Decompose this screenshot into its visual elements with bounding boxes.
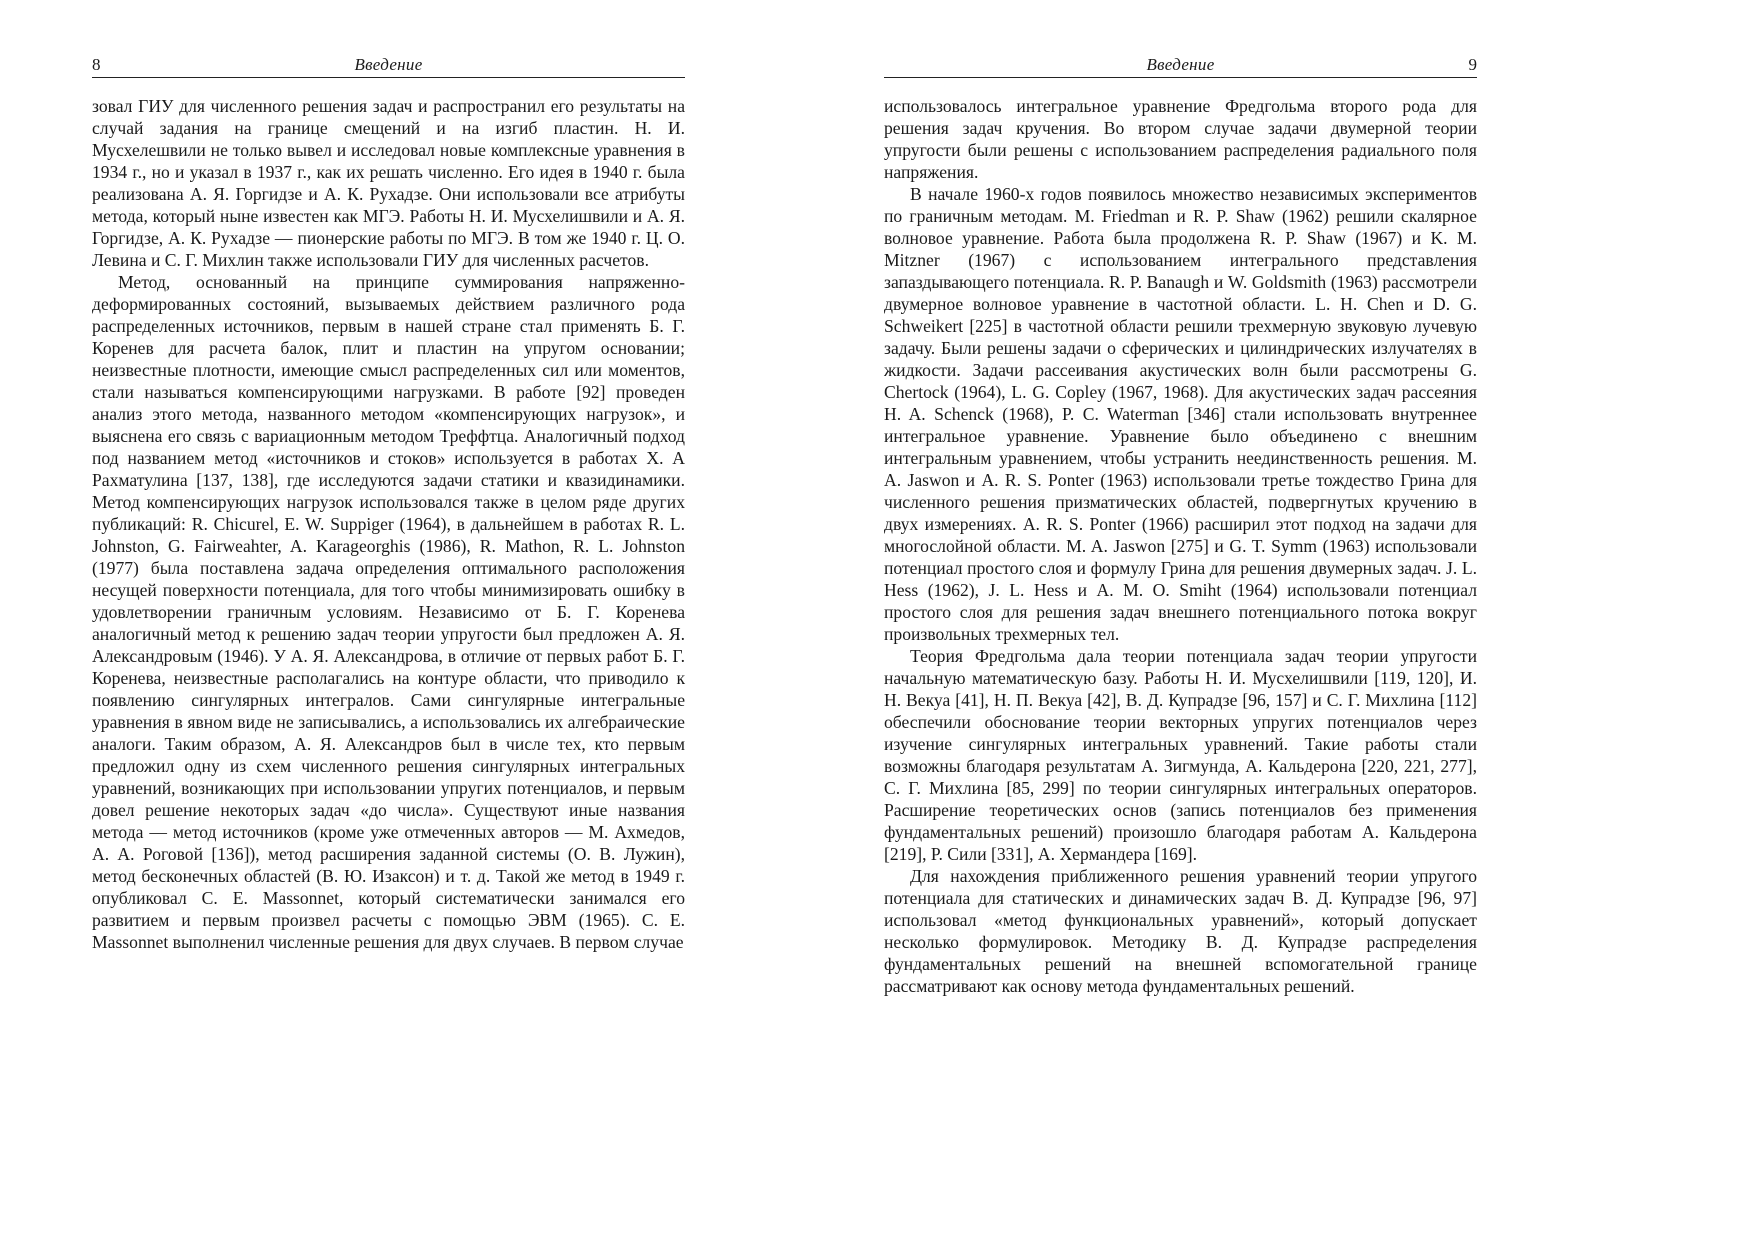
left-running-head <box>92 55 685 78</box>
right-page <box>884 55 1477 997</box>
left-page-number: 8 <box>92 55 101 74</box>
right-page-number: 9 <box>1468 55 1477 74</box>
left-page-body <box>92 95 685 953</box>
right-paragraph-2: В начале 1960-х годов появилось множество независимых экспериментов по граничным методам. M. Friedman и R. P. Shaw (1962) решили скалярное волновое уравнение. Работа была продолжена R. P. Shaw (1967) и K. M. Mitzner (1967) с использованием интегрального представления запаздывающего потенциала. R. P. Banaugh и W. Goldsmith (1963) рассмотрели двумерное волновое уравнение в частотной области. L. H. Chen и D. G. Schweikert [225] в частотной области решили трехмерную звуковую лучевую задачу. Были решены задачи о сферических и цилиндрических излучателях в жидкости. Задачи рассеивания акустических волн были рассмотрены G. Chertock (1964), L. G. Copley (1967, 1968). Для акустических задач рассеяния H. A. Schenck (1968), P. C. Waterman [346] стали использовать внутреннее интегральное уравнение. Уравнение было объединено с внешним интегральным уравнением, чтобы устранить неединственность решения. M. A. Jaswon и A. R. S. Ponter (1963) использовали третье тождество Грина для численного решения призматических областей, подвергнутых кручению в двух измерениях. A. R. S. Ponter (1966) расширил этот подход на задачи для многослойной области. M. A. Jaswon [275] и G. T. Symm (1963) использовали потенциал простого слоя и формулу Грина для решения двумерных задач. J. L. Hess (1962), J. L. Hess и A. M. O. Smiht (1964) использовали потенциал простого слоя для решения задач внешнего потенциального потока вокруг произвольных трехмерных тел. <box>884 184 1477 644</box>
right-running-title: Введение <box>1146 55 1215 74</box>
left-paragraph-1: зовал ГИУ для численного решения задач и распространил его результаты на случай задания на границе смещений и на изгиб пластин. Н. И. Мусхелешвили не только вывел и исследовал новые комплексные уравнения в 1934 г., но и указал в 1937 г., как их решать численно. Его идея в 1940 г. была реализована А. Я. Горгидзе и А. К. Рухадзе. Они использовали все атрибуты метода, который ныне известен как МГЭ. Работы Н. И. Мусхелишвили и А. Я. Горгидзе, А. К. Рухадзе — пионерские работы по МГЭ. В том же 1940 г. Ц. О. Левина и С. Г. Михлин также использовали ГИУ для численных расчетов. <box>92 96 685 270</box>
right-paragraph-3: Теория Фредгольма дала теории потенциала задач теории упругости начальную математическую базу. Работы Н. И. Мусхелишвили [119, 120], И. Н. Векуа [41], Н. П. Векуа [42], В. Д. Купрадзе [96, 157] и С. Г. Михлина [112] обеспечили обоснование теории векторных упругих потенциалов через изучение сингулярных интегральных уравнений. Такие работы стали возможны благодаря результатам А. Зигмунда, А. Кальдерона [220, 221, 277], С. Г. Михлина [85, 299] по теории сингулярных интегральных операторов. Расширение теоретических основ (запись потенциалов без применения фундаментальных решений) произошло благодаря работам А. Кальдерона [219], Р. Сили [331], А. Хермандера [169]. <box>884 646 1477 864</box>
left-running-title: Введение <box>354 55 423 74</box>
left-paragraph-2: Метод, основанный на принципе суммирования напряженно-деформированных состояний, вызываемых действием различного рода распределенных источников, первым в нашей стране стал применять Б. Г. Коренев для расчета балок, плит и пластин на упругом основании; неизвестные плотности, имеющие смысл распределенных сил или моментов, стали называться компенсирующими нагрузками. В работе [92] проведен анализ этого метода, названного методом «компенсирующих нагрузок», и выяснена его связь с вариационным методом Треффтца. Аналогичный подход под названием метод «источников и стоков» используется в работах Х. А Рахматулина [137, 138], где исследуются задачи статики и квазидинамики. Метод компенсирующих нагрузок использовался также в целом ряде других публикаций: R. Chicurel, E. W. Suppiger (1964), в дальнейшем в работах R. L. Johnston, G. Fairweahter, A. Karageorghis (1986), R. Mathon, R. L. Johnston (1977) была поставлена задача определения оптимального расположения несущей поверхности потенциала, для того чтобы минимизировать ошибку в удовлетворении граничным условиям. Независимо от Б. Г. Коренева аналогичный метод к решению задач теории упругости был предложен А. Я. Александровым (1946). У А. Я. Александрова, в отличие от первых работ Б. Г. Коренева, неизвестные располагались на контуре области, что приводило к появлению сингулярных интегралов. Сами сингулярные интегральные уравнения в явном виде не записывались, а использовались их алгебраические аналоги. Таким образом, А. Я. Александров был в числе тех, кто первым предложил одну из схем численного решения сингулярных интегральных уравнений, возникающих при использовании упругих потенциалов, и первым довел решение некоторых задач «до числа». Существуют иные названия метода — метод источников (кроме уже отмеченных авторов — М. Ахмедов, А. А. Роговой [136]), метод расширения заданной системы (О. В. Лужин), метод бесконечных областей (В. Ю. Изаксон) и т. д. Такой же метод в 1949 г. опубликовал C. E. Massonnet, который систематически занимался его развитием и первым произвел расчеты с помощью ЭВМ (1965). C. E. Massonnet выполненил численные решения для двух случаев. В первом случае <box>92 272 685 952</box>
left-page <box>92 55 685 953</box>
right-running-head <box>884 55 1477 78</box>
right-paragraph-1: использовалось интегральное уравнение Фредгольма второго рода для решения задач кручения. Во втором случае задачи двумерной теории упругости были решены с использованием распределения радиального поля напряжения. <box>884 96 1477 182</box>
right-paragraph-4: Для нахождения приближенного решения уравнений теории упругого потенциала для статических и динамических задач В. Д. Купрадзе [96, 97] использовал «метод функциональных уравнений», который допускает несколько формулировок. Методику В. Д. Купрадзе распределения фундаментальных решений на внешней вспомогательной границе рассматривают как основу метода фундаментальных решений. <box>884 866 1477 996</box>
right-page-body <box>884 95 1477 997</box>
